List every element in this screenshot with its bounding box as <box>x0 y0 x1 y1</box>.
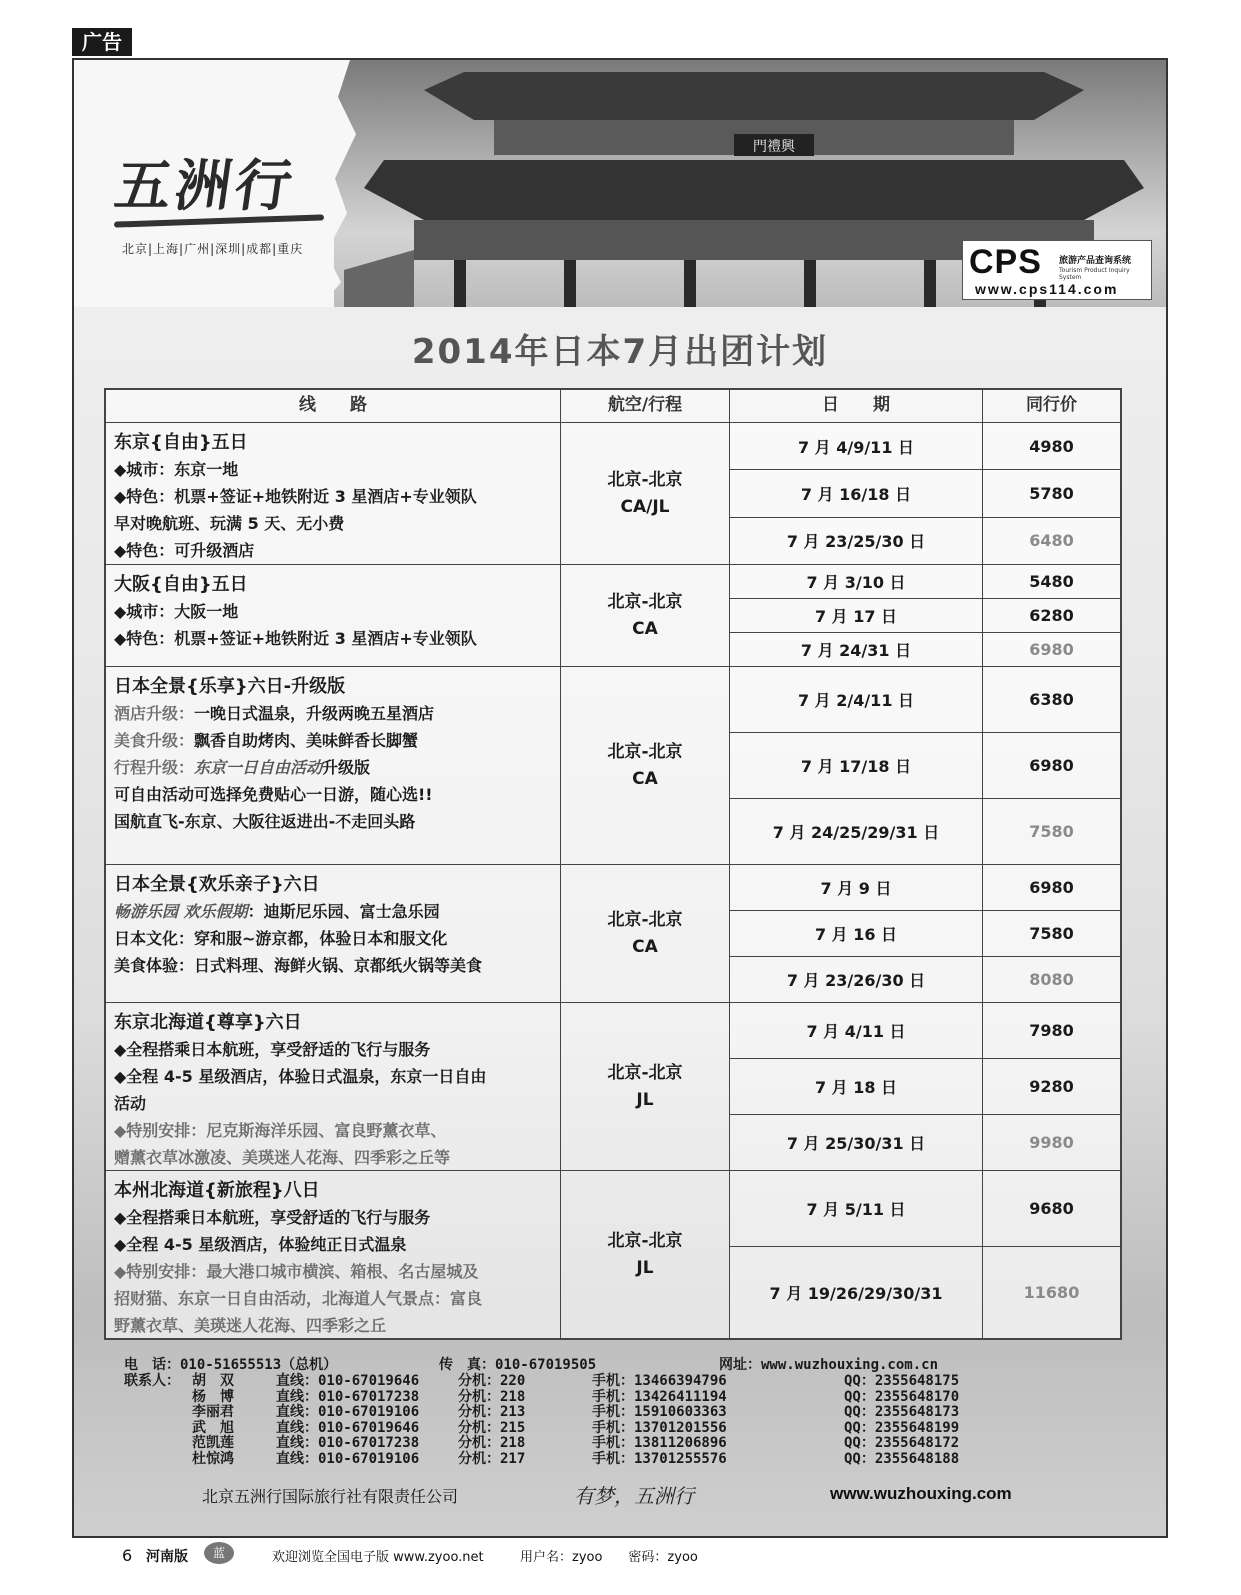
route-description <box>106 1003 560 1170</box>
route-line <box>114 483 552 510</box>
price: 11680 <box>983 1246 1120 1338</box>
web-line[interactable]: 网址：www.wuzhouxing.com.cn <box>719 1357 939 1373</box>
airline-cell <box>560 1171 729 1338</box>
route-line-text: ◆特色：可升级酒店 <box>114 541 255 560</box>
route-description <box>106 865 560 1002</box>
route-line-text: ◆特色：机票+签证+地铁附近 3 星酒店+专业领队 <box>114 629 477 648</box>
price: 6380 <box>983 667 1120 732</box>
route-title <box>114 871 552 898</box>
contact-direct: 直线：010-67019106 <box>276 1450 420 1467</box>
dates-cell <box>729 423 982 564</box>
route-line <box>114 1090 552 1117</box>
route-line-label: ◆特别安排： <box>114 1121 207 1140</box>
prices-cell <box>982 865 1120 1002</box>
table-row <box>106 1002 1120 1170</box>
route-title <box>114 673 552 700</box>
route-description <box>106 1171 560 1338</box>
route-line-text: ◆全程搭乘日本航班，享受舒适的飞行与服务 <box>114 1208 431 1227</box>
site-url[interactable]: www.wuzhouxing.com <box>830 1484 1012 1503</box>
contacts-label: 联系人： <box>124 1373 180 1389</box>
edition-badge: 蓝 <box>204 1542 234 1564</box>
route-line <box>114 1231 552 1258</box>
cps-title: CPS <box>969 243 1042 281</box>
route-line <box>114 1063 552 1090</box>
cps-subtitle-en: Tourism Product Inquiry System <box>1059 267 1130 281</box>
contact-ext: 分机：213 <box>458 1404 526 1420</box>
brand-cities: 北京|上海|广州|深圳|成都|重庆 <box>122 242 304 256</box>
route-line <box>114 808 552 835</box>
departure-date: 7 月 24/25/29/31 日 <box>730 798 982 864</box>
route-line-text: 国航直飞-东京、大阪往返进出-不走回头路 <box>114 812 416 831</box>
table-row <box>106 564 1120 666</box>
route-line-text: 本州北海道{新旅程}八日 <box>114 1180 320 1201</box>
contact-qq: QQ：2355648170 <box>844 1388 960 1405</box>
route-title <box>114 571 552 598</box>
departure-date: 7 月 23/25/30 日 <box>730 517 982 564</box>
login-info: 用户名：zyoo 密码：zyoo <box>520 1550 698 1565</box>
route-line <box>114 898 552 925</box>
table-row <box>106 666 1120 864</box>
departure-date: 7 月 16/18 日 <box>730 469 982 516</box>
route-line <box>114 1144 552 1171</box>
route-line <box>114 1285 552 1312</box>
route-line-script: 畅游乐园 欢乐假期 <box>114 902 248 921</box>
departure-date: 7 月 3/10 日 <box>730 565 982 598</box>
contact-name: 武 旭 <box>192 1419 234 1436</box>
prices-cell <box>982 565 1120 666</box>
route-line-text: 日本文化：穿和服~游京都，体验日本和服文化 <box>114 929 448 948</box>
contact-name: 杜惊鸿 <box>192 1450 234 1467</box>
dates-cell <box>729 565 982 666</box>
price: 5780 <box>983 469 1120 516</box>
header-date: 日 期 <box>729 390 982 422</box>
route-line <box>114 1312 552 1339</box>
dates-cell <box>729 1171 982 1338</box>
header-price: 同行价 <box>982 390 1120 422</box>
price: 7580 <box>983 798 1120 864</box>
route-line-text: 尼克斯海洋乐园、富良野薰衣草、 <box>206 1121 447 1140</box>
route-line <box>114 598 552 625</box>
contact-qq: QQ：2355648172 <box>844 1435 960 1451</box>
route-line-label: 美食升级： <box>114 731 195 750</box>
contact-name: 杨 博 <box>192 1388 234 1405</box>
route-line <box>114 754 552 781</box>
route-line <box>114 456 552 483</box>
ad-tag: 广告 <box>72 28 132 56</box>
contact-direct: 直线：010-67019646 <box>276 1373 420 1389</box>
route-endpoints: 北京-北京 <box>607 909 683 930</box>
airline-code: CA <box>632 618 658 639</box>
route-line-text: 早对晚航班、玩满 5 天、无小费 <box>114 514 345 533</box>
route-line-label: ◆特别安排： <box>114 1262 207 1281</box>
table-row <box>106 1170 1120 1338</box>
route-description <box>106 565 560 666</box>
table-header-row <box>106 390 1120 422</box>
route-line-text: ◆全程搭乘日本航班，享受舒适的飞行与服务 <box>114 1040 431 1059</box>
route-endpoints: 北京-北京 <box>607 1062 683 1083</box>
contact-mobile: 手机：13701255576 <box>592 1450 727 1467</box>
departure-date: 7 月 19/26/29/30/31 <box>730 1246 982 1338</box>
route-endpoints: 北京-北京 <box>607 469 683 490</box>
airline-cell <box>560 423 729 564</box>
welcome-text: 欢迎浏览全国电子版 www.zyoo.net <box>272 1550 484 1565</box>
departure-date: 7 月 18 日 <box>730 1058 982 1114</box>
departure-date: 7 月 16 日 <box>730 910 982 956</box>
cps-subtitle: 旅游产品查询系统 <box>1059 256 1132 266</box>
price: 9280 <box>983 1058 1120 1114</box>
route-description <box>106 423 560 564</box>
contact-direct: 直线：010-67019646 <box>276 1419 420 1436</box>
route-line-label: 酒店升级： <box>114 704 195 723</box>
route-title <box>114 429 552 456</box>
route-line-text: 活动 <box>114 1094 147 1113</box>
contact-ext: 分机：218 <box>458 1435 526 1451</box>
route-line-text: 大阪{自由}五日 <box>114 574 248 595</box>
table-row <box>106 864 1120 1002</box>
header-airline: 航空/行程 <box>560 390 729 422</box>
contact-ext: 分机：215 <box>458 1419 526 1436</box>
route-endpoints: 北京-北京 <box>607 591 683 612</box>
route-line-text: 可自由活动可选择免费贴心一日游，随心选!! <box>114 785 433 804</box>
advertisement-frame <box>72 58 1168 1538</box>
prices-cell <box>982 1171 1120 1338</box>
contact-mobile: 手机：13466394796 <box>592 1373 727 1389</box>
price: 9680 <box>983 1171 1120 1246</box>
route-line <box>114 700 552 727</box>
departure-date: 7 月 2/4/11 日 <box>730 667 982 732</box>
slogan: 有梦，五洲行 <box>574 1484 694 1508</box>
contact-qq: QQ：2355648173 <box>844 1404 960 1420</box>
header-route: 线 路 <box>299 395 367 415</box>
price: 8080 <box>983 956 1120 1002</box>
price: 6980 <box>983 632 1120 666</box>
brand-logo: 五洲行 <box>110 153 301 219</box>
price: 9980 <box>983 1114 1120 1170</box>
header-banner <box>74 60 1166 307</box>
route-line <box>114 1036 552 1063</box>
page-number: 6 <box>122 1546 133 1565</box>
route-line-text: 东京{自由}五日 <box>114 432 248 453</box>
route-line-text: 招财猫、东京一日自由活动，北海道人气景点：富良 <box>114 1289 483 1308</box>
contact-name: 李丽君 <box>192 1404 234 1420</box>
route-line <box>114 625 552 652</box>
route-endpoints: 北京-北京 <box>607 741 683 762</box>
page-title: 2014年日本7月出团计划 <box>411 332 829 372</box>
route-line-text: ：迪斯尼乐园、富士急乐园 <box>247 902 440 921</box>
dates-cell <box>729 1003 982 1170</box>
route-line-text: ◆特色：机票+签证+地铁附近 3 星酒店+专业领队 <box>114 487 477 506</box>
departure-date: 7 月 4/11 日 <box>730 1003 982 1058</box>
contact-qq: QQ：2355648175 <box>844 1373 960 1389</box>
dates-cell <box>729 667 982 864</box>
departure-date: 7 月 17 日 <box>730 598 982 632</box>
contact-ext: 分机：218 <box>458 1388 526 1405</box>
dates-cell <box>729 865 982 1002</box>
airline-cell <box>560 1003 729 1170</box>
cps-badge <box>962 240 1152 300</box>
contact-name: 胡 双 <box>192 1373 234 1389</box>
contact-qq: QQ：2355648199 <box>844 1419 960 1436</box>
route-line <box>114 727 552 754</box>
price: 7580 <box>983 910 1120 956</box>
route-line-text: ◆城市：东京一地 <box>114 460 239 479</box>
route-line-text: 赠薰衣草冰激凌、美瑛迷人花海、四季彩之丘等 <box>114 1148 451 1167</box>
contact-mobile: 手机：13811206896 <box>592 1435 727 1451</box>
cps-url[interactable]: www.cps114.com <box>975 281 1119 297</box>
price: 4980 <box>983 423 1120 469</box>
route-description <box>106 667 560 864</box>
route-line-text: 日本全景{乐享}六日-升级版 <box>114 676 346 697</box>
airline-code: CA/JL <box>620 496 670 517</box>
contact-direct: 直线：010-67017238 <box>276 1435 420 1451</box>
route-line-text: ◆全程 4-5 星级酒店，体验纯正日式温泉 <box>114 1235 407 1254</box>
route-line <box>114 952 552 979</box>
prices-cell <box>982 667 1120 864</box>
airline-cell <box>560 865 729 1002</box>
route-line-text: 飘香自助烤肉、美味鲜香长脚蟹 <box>194 731 419 750</box>
contact-mobile: 手机：13426411194 <box>592 1388 727 1405</box>
airline-cell <box>560 565 729 666</box>
departure-date: 7 月 4/9/11 日 <box>730 423 982 469</box>
departure-date: 7 月 5/11 日 <box>730 1171 982 1246</box>
price: 6480 <box>983 517 1120 564</box>
route-title <box>114 1177 552 1204</box>
price: 5480 <box>983 565 1120 598</box>
price: 6980 <box>983 865 1120 910</box>
airline-code: JL <box>636 1089 654 1110</box>
route-line-text: 美食体验：日式料理、海鲜火锅、京都纸火锅等美食 <box>114 956 483 975</box>
contact-qq: QQ：2355648188 <box>844 1450 960 1467</box>
route-endpoints: 北京-北京 <box>607 1230 683 1251</box>
route-line <box>114 510 552 537</box>
contact-direct: 直线：010-67017238 <box>276 1388 420 1405</box>
route-line <box>114 925 552 952</box>
departure-date: 7 月 25/30/31 日 <box>730 1114 982 1170</box>
airline-code: CA <box>632 936 658 957</box>
price: 7980 <box>983 1003 1120 1058</box>
route-line-text: 东京北海道{尊享}六日 <box>114 1012 302 1033</box>
route-line <box>114 1258 552 1285</box>
route-line-label: 行程升级： <box>114 758 195 777</box>
prices-cell <box>982 423 1120 564</box>
fax-line: 传 真：010-67019505 <box>439 1357 597 1373</box>
route-line-text: 日本全景{欢乐亲子}六日 <box>114 874 320 895</box>
contact-mobile: 手机：15910603363 <box>592 1404 727 1420</box>
airline-code: CA <box>632 768 658 789</box>
edition-label: 河南版 <box>146 1549 188 1565</box>
gate-sign: 門禮興 <box>753 139 795 155</box>
departure-date: 7 月 17/18 日 <box>730 732 982 798</box>
route-line <box>114 1117 552 1144</box>
departure-date: 7 月 24/31 日 <box>730 632 982 666</box>
route-line-text: 野薰衣草、美瑛迷人花海、四季彩之丘 <box>114 1316 387 1335</box>
departure-date: 7 月 23/26/30 日 <box>730 956 982 1002</box>
route-line <box>114 781 552 808</box>
departure-date: 7 月 9 日 <box>730 865 982 910</box>
contact-mobile: 手机：13701201556 <box>592 1419 727 1436</box>
price: 6980 <box>983 732 1120 798</box>
airline-code: JL <box>636 1257 654 1278</box>
route-line-text: 升级版 <box>322 758 371 777</box>
contact-ext: 分机：217 <box>458 1450 526 1467</box>
table-row <box>106 422 1120 564</box>
tour-table <box>104 388 1122 1340</box>
contact-ext: 分机：220 <box>458 1373 526 1389</box>
route-line-text: ◆全程 4-5 星级酒店，体验日式温泉，东京一日自由 <box>114 1067 487 1086</box>
contact-name: 范凯莲 <box>192 1435 234 1451</box>
phone-line: 电 话：010-51655513（总机） <box>124 1357 338 1373</box>
route-line-text: 一晚日式温泉，升级两晚五星酒店 <box>194 704 435 723</box>
price: 6280 <box>983 598 1120 632</box>
route-line-text: ◆城市：大阪一地 <box>114 602 239 621</box>
route-line <box>114 537 552 564</box>
route-line <box>114 1204 552 1231</box>
company-name: 北京五洲行国际旅行社有限责任公司 <box>202 1487 459 1506</box>
contact-direct: 直线：010-67019106 <box>276 1404 420 1420</box>
prices-cell <box>982 1003 1120 1170</box>
route-line-text: 最大港口城市横滨、箱根、名古屋城及 <box>206 1262 479 1281</box>
route-line-script: 东京一日自由活动 <box>194 758 323 777</box>
airline-cell <box>560 667 729 864</box>
route-title <box>114 1009 552 1036</box>
